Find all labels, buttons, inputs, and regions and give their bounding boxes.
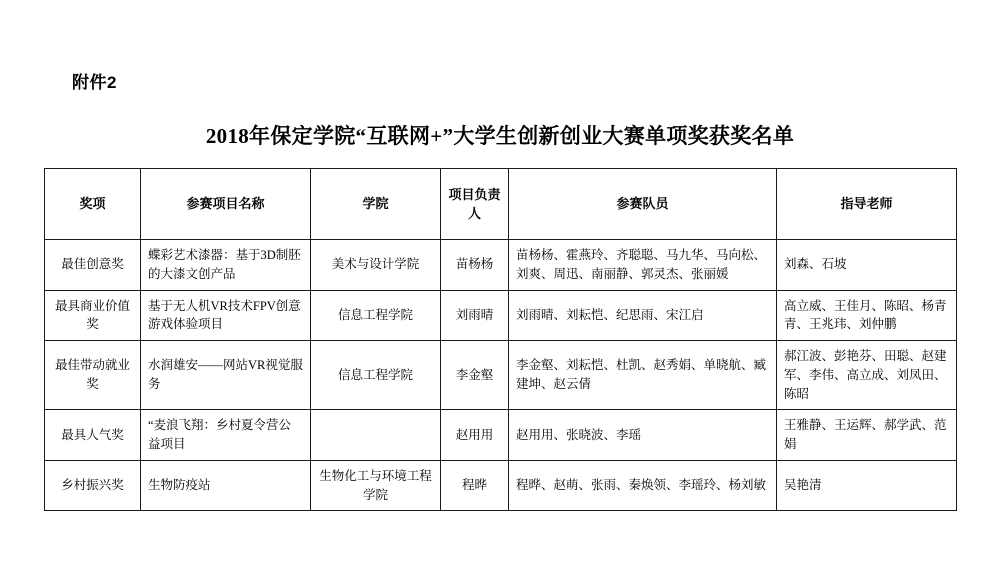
cell-teachers: 王雅静、王运辉、郝学武、范娟 bbox=[777, 410, 957, 461]
cell-teachers: 吴艳清 bbox=[777, 460, 957, 511]
cell-members: 刘雨晴、刘耘恺、纪思雨、宋江启 bbox=[509, 290, 777, 341]
cell-members: 程晔、赵萌、张雨、秦焕领、李瑶玲、杨刘敏 bbox=[509, 460, 777, 511]
cell-award: 最佳带动就业奖 bbox=[45, 341, 141, 410]
cell-members: 苗杨杨、霍燕玲、齐聪聪、马九华、马向松、刘爽、周迅、南丽静、郭灵杰、张丽媛 bbox=[509, 240, 777, 291]
column-header-award: 奖项 bbox=[45, 169, 141, 240]
cell-teachers: 郝江波、彭艳芬、田聪、赵建军、李伟、高立成、刘凤田、陈昭 bbox=[777, 341, 957, 410]
column-header-leader: 项目负责人 bbox=[441, 169, 509, 240]
cell-college bbox=[311, 410, 441, 461]
table-row bbox=[45, 341, 957, 410]
column-header-project: 参赛项目名称 bbox=[141, 169, 311, 240]
table-row bbox=[45, 460, 957, 511]
cell-teachers: 刘森、石坡 bbox=[777, 240, 957, 291]
cell-leader: 赵用用 bbox=[441, 410, 509, 461]
attachment-label: 附件2 bbox=[72, 73, 117, 92]
table-row bbox=[45, 410, 957, 461]
cell-project: 生物防疫站 bbox=[141, 460, 311, 511]
table-row bbox=[45, 240, 957, 291]
table-row bbox=[45, 290, 957, 341]
cell-leader: 刘雨晴 bbox=[441, 290, 509, 341]
cell-project: 基于无人机VR技术FPV创意游戏体验项目 bbox=[141, 290, 311, 341]
cell-college: 生物化工与环境工程学院 bbox=[311, 460, 441, 511]
cell-college: 信息工程学院 bbox=[311, 290, 441, 341]
award-list-table bbox=[44, 168, 957, 511]
cell-award: 最具人气奖 bbox=[45, 410, 141, 461]
cell-project: 蝶彩艺术漆器：基于3D制胚的大漆文创产品 bbox=[141, 240, 311, 291]
cell-leader: 苗杨杨 bbox=[441, 240, 509, 291]
table-header bbox=[45, 169, 957, 240]
cell-award: 最具商业价值奖 bbox=[45, 290, 141, 341]
cell-project: 水润雄安——网站VR视觉服务 bbox=[141, 341, 311, 410]
cell-leader: 程晔 bbox=[441, 460, 509, 511]
cell-teachers: 高立威、王佳月、陈昭、杨青青、王兆玮、刘仲鹏 bbox=[777, 290, 957, 341]
table-header-row bbox=[45, 169, 957, 240]
cell-award: 乡村振兴奖 bbox=[45, 460, 141, 511]
cell-award: 最佳创意奖 bbox=[45, 240, 141, 291]
column-header-college: 学院 bbox=[311, 169, 441, 240]
cell-college: 美术与设计学院 bbox=[311, 240, 441, 291]
cell-project: “麦浪飞翔：乡村夏令营公益项目 bbox=[141, 410, 311, 461]
column-header-teachers: 指导老师 bbox=[777, 169, 957, 240]
table-body bbox=[45, 240, 957, 511]
column-header-members: 参赛队员 bbox=[509, 169, 777, 240]
cell-members: 赵用用、张晓波、李瑶 bbox=[509, 410, 777, 461]
cell-college: 信息工程学院 bbox=[311, 341, 441, 410]
cell-leader: 李金壑 bbox=[441, 341, 509, 410]
page-title: 2018年保定学院“互联网+”大学生创新创业大赛单项奖获奖名单 bbox=[205, 124, 795, 148]
cell-members: 李金壑、刘耘恺、杜凯、赵秀娟、单晓航、臧建坤、赵云倩 bbox=[509, 341, 777, 410]
